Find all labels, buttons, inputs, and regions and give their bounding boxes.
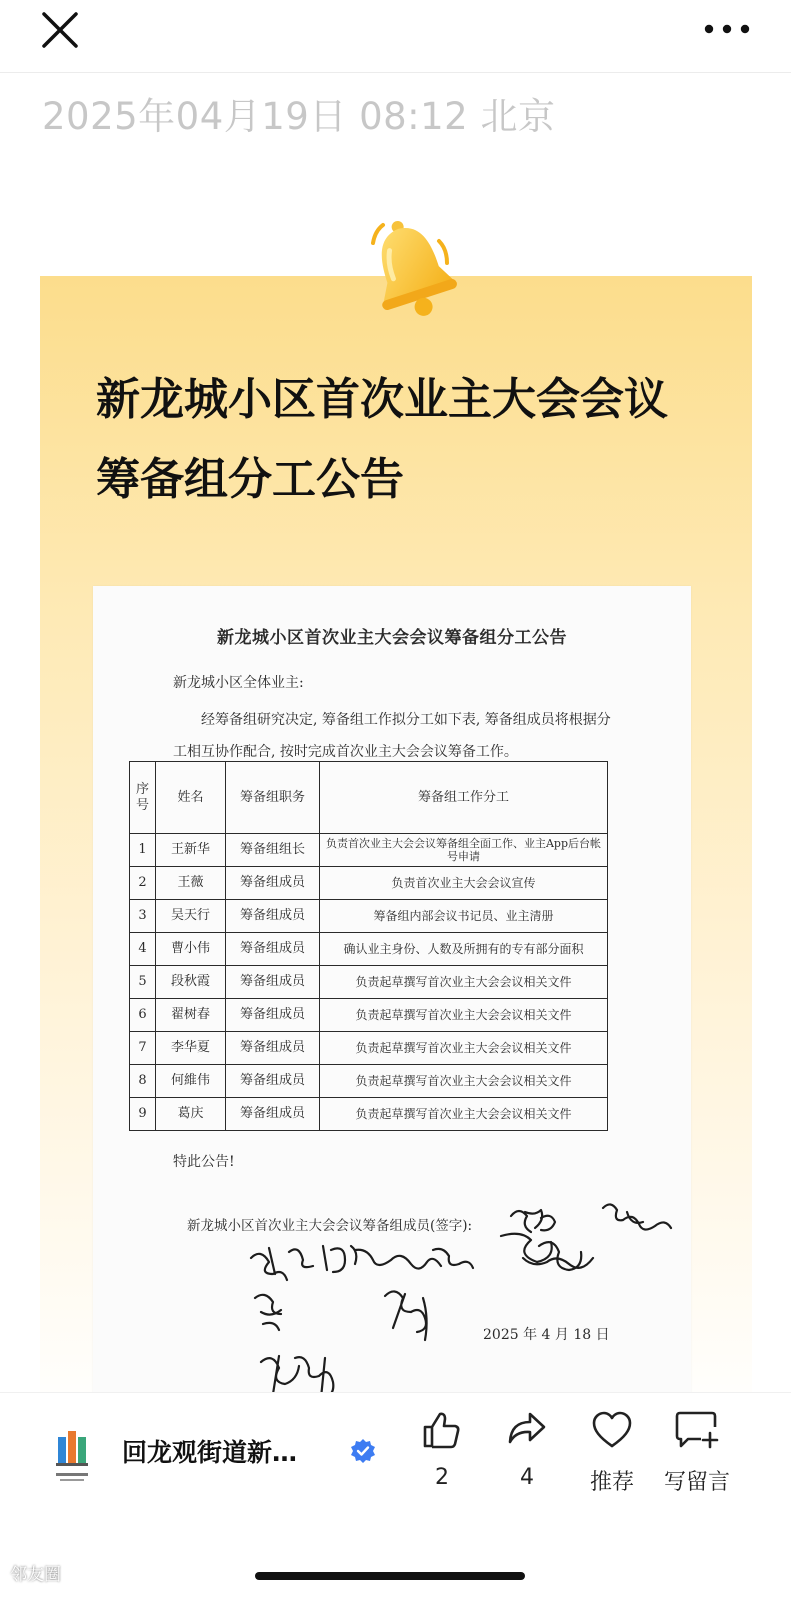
cell-seq: 9 — [130, 1098, 156, 1131]
like-button[interactable] — [402, 1409, 482, 1490]
cell-name: 王薇 — [156, 867, 226, 900]
header-role: 筹备组职务 — [226, 762, 320, 834]
cell-duty: 负责首次业主大会会议宣传 — [320, 867, 608, 900]
heart-icon — [591, 1409, 633, 1451]
cell-role: 筹备组成员 — [226, 1098, 320, 1131]
document-date: 2025 年 4 月 18 日 — [483, 1327, 610, 1343]
table-row — [130, 933, 608, 966]
cell-role: 筹备组成员 — [226, 867, 320, 900]
post-heading — [96, 360, 736, 520]
document-closing: 特此公告! — [173, 1154, 235, 1170]
cell-duty: 确认业主身份、人数及所拥有的专有部分面积 — [320, 933, 608, 966]
bell-icon — [355, 205, 465, 330]
cell-name: 何維伟 — [156, 1065, 226, 1098]
cell-role: 筹备组组长 — [226, 834, 320, 867]
cell-role: 筹备组成员 — [226, 966, 320, 999]
post-heading-line2: 筹备组分工公告 — [96, 454, 404, 505]
verified-badge-icon — [350, 1438, 376, 1464]
table-row — [130, 999, 608, 1032]
table-header-row — [130, 762, 608, 834]
cell-seq: 4 — [130, 933, 156, 966]
header-name: 姓名 — [156, 762, 226, 834]
cell-seq: 2 — [130, 867, 156, 900]
comment-add-icon — [675, 1409, 719, 1451]
share-count: 4 — [520, 1465, 534, 1490]
document-body: 经筹备组研究决定, 筹备组工作拟分工如下表, 筹备组成员将根据分工相互协作配合, 按时完成首次业主大会会议筹备工作。 — [173, 712, 611, 760]
cell-role: 筹备组成员 — [226, 999, 320, 1032]
assignment-table — [129, 761, 608, 1131]
close-button[interactable] — [38, 8, 84, 54]
recommend-label: 推荐 — [589, 1470, 634, 1495]
cell-role: 筹备组成员 — [226, 933, 320, 966]
cell-role: 筹备组成员 — [226, 1032, 320, 1065]
header-duty: 筹备组工作分工 — [320, 762, 608, 834]
cell-seq: 5 — [130, 966, 156, 999]
comment-button[interactable] — [657, 1409, 737, 1496]
table-row — [130, 867, 608, 900]
document-sign-line: 新龙城小区首次业主大会会议筹备组成员(签字): — [187, 1218, 473, 1234]
cell-name: 段秋霞 — [156, 966, 226, 999]
cell-duty: 负责首次业主大会会议筹备组全面工作、业主App后台帐号申请 — [320, 834, 608, 867]
more-button[interactable] — [701, 14, 757, 44]
table-row — [130, 1098, 608, 1131]
cell-name: 吴天行 — [156, 900, 226, 933]
cell-seq: 3 — [130, 900, 156, 933]
bottom-action-bar — [0, 1392, 791, 1601]
table-row — [130, 1065, 608, 1098]
watermark-text: 邻友圈 — [10, 1565, 61, 1585]
table-row — [130, 900, 608, 933]
cell-name: 王新华 — [156, 834, 226, 867]
cell-role: 筹备组成员 — [226, 900, 320, 933]
share-button[interactable] — [487, 1409, 567, 1490]
cell-duty: 筹备组内部会议书记员、业主清册 — [320, 900, 608, 933]
cell-duty: 负责起草撰写首次业主大会会议相关文件 — [320, 1032, 608, 1065]
comment-label: 写留言 — [663, 1470, 730, 1495]
header-seq: 序号 — [130, 762, 156, 834]
account-name[interactable]: 回龙观街道新… — [122, 1438, 298, 1467]
table-row — [130, 966, 608, 999]
post-heading-line1: 新龙城小区首次业主大会会议 — [96, 374, 668, 425]
cell-name: 曹小伟 — [156, 933, 226, 966]
document-salutation: 新龙城小区全体业主: — [173, 675, 304, 691]
home-indicator[interactable] — [255, 1572, 525, 1580]
close-icon — [38, 8, 84, 54]
cell-name: 葛庆 — [156, 1098, 226, 1131]
document-title: 新龙城小区首次业主大会会议筹备组分工公告 — [217, 628, 567, 648]
cell-seq: 1 — [130, 834, 156, 867]
cell-duty: 负责起草撰写首次业主大会会议相关文件 — [320, 1065, 608, 1098]
cell-duty: 负责起草撰写首次业主大会会议相关文件 — [320, 1098, 608, 1131]
cell-name: 李华夏 — [156, 1032, 226, 1065]
thumbs-up-icon — [421, 1409, 463, 1451]
cell-role: 筹备组成员 — [226, 1065, 320, 1098]
more-horizontal-icon — [701, 14, 757, 44]
recommend-button[interactable] — [572, 1409, 652, 1496]
cell-name: 翟树春 — [156, 999, 226, 1032]
cell-seq: 7 — [130, 1032, 156, 1065]
cell-seq: 6 — [130, 999, 156, 1032]
community-logo-icon[interactable] — [50, 1423, 94, 1489]
share-arrow-icon — [506, 1409, 548, 1451]
document-image[interactable] — [93, 586, 691, 1412]
table-row — [130, 834, 608, 867]
cell-duty: 负责起草撰写首次业主大会会议相关文件 — [320, 966, 608, 999]
cell-duty: 负责起草撰写首次业主大会会议相关文件 — [320, 999, 608, 1032]
post-datetime-location: 2025年04月19日 08:12 北京 — [42, 95, 556, 138]
top-bar — [0, 0, 791, 73]
table-row — [130, 1032, 608, 1065]
cell-seq: 8 — [130, 1065, 156, 1098]
like-count: 2 — [435, 1465, 449, 1490]
